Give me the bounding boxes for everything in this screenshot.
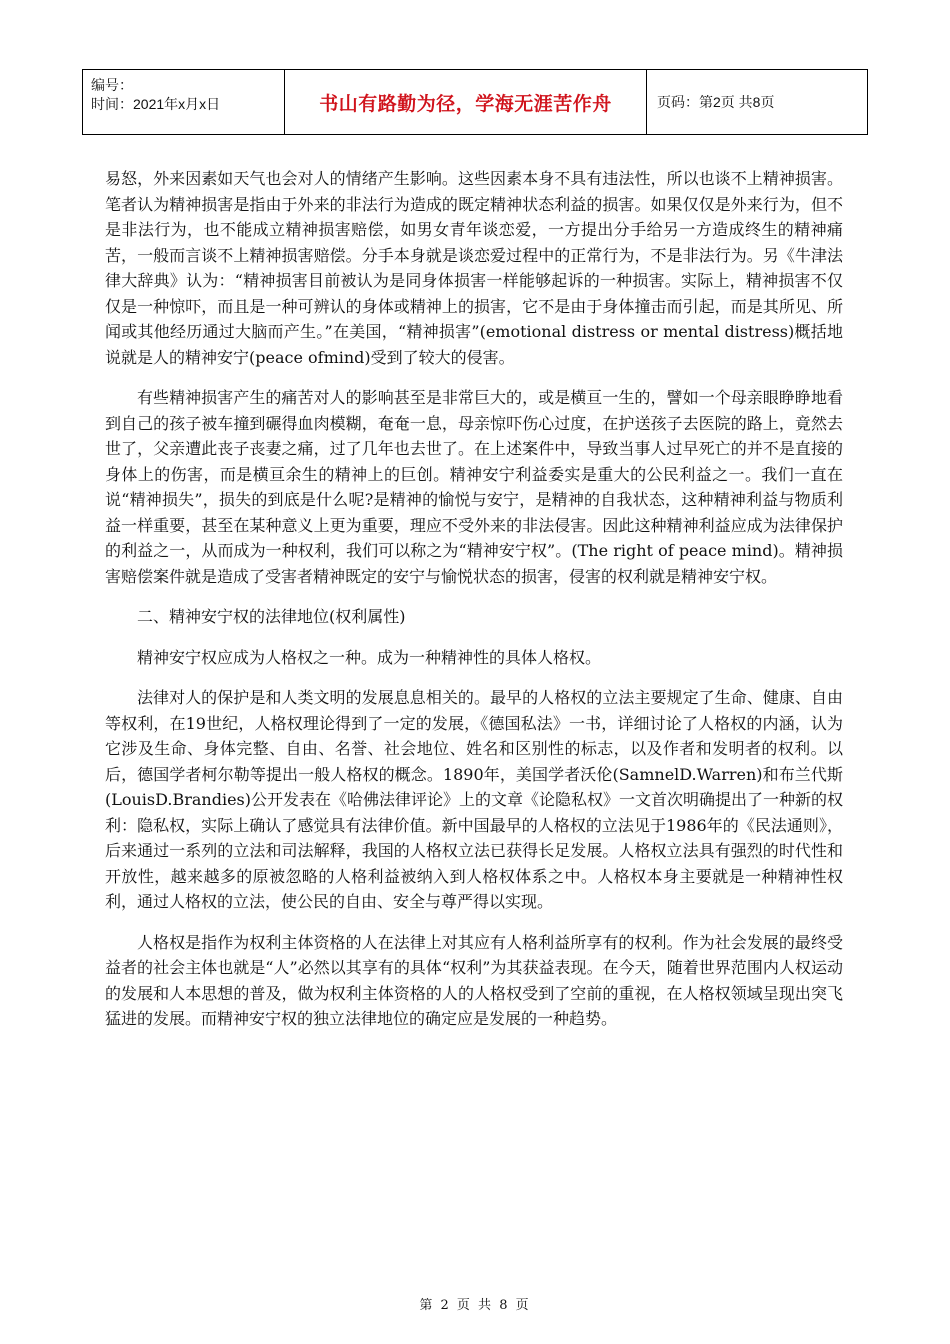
page-header	[82, 69, 868, 135]
paragraph-5: 人格权是指作为权利主体资格的人在法律上对其应有人格利益所享有的权利。作为社会发展的最终受益者的社会主体也就是“人”必然以其享有的具体“权利”为其获益表现。在今天，随着世界范围内人权运动的发展和人本思想的普及，做为权利主体资格的人的人格权受到了空前的重视，在人格权领域呈现出突飞猛进的发展。而精神安宁权的独立法律地位的确定应是发展的一种趋势。	[105, 932, 843, 1028]
header-page-number: 页码：第2页 共8页	[657, 94, 775, 110]
section-heading: 二、精神安宁权的法律地位(权利属性)	[137, 607, 406, 626]
header-motto: 书山有路勤为径，学海无涯苦作舟	[285, 70, 647, 134]
document-body	[105, 166, 843, 1047]
page-footer: 第 2 页 共 8 页	[419, 1298, 531, 1313]
document-date-label: 时间：2021年x月x日	[91, 96, 221, 112]
document-number-label: 编号：	[91, 77, 133, 93]
paragraph-4: 法律对人的保护是和人类文明的发展息息相关的。最早的人格权的立法主要规定了生命、健康、自由等权利，在19世纪，人格权理论得到了一定的发展，《德国私法》一书，详细讨论了人格权的内涵，认为它涉及生命、身体完整、自由、名誉、社会地位、姓名和区别性的标志，以及作者和发明者的权利。以后，德国学者柯尔勒等提出一般人格权的概念。1890年，美国学者沃伦(SamnelD.Warren)和布兰代斯(LouisD.Brandies)公开发表在《哈佛法律评论》上的文章《论隐私权》一文首次明确提出了一种新的权利：隐私权，实际上确认了感觉具有法律价值。新中国最早的人格权的立法见于1986年的《民法通则》，后来通过一系列的立法和司法解释，我国的人格权立法已获得长足发展。人格权立法具有强烈的时代性和开放性，越来越多的原被忽略的人格利益被纳入到人格权体系之中。人格权本身主要就是一种精神性权利，通过人格权的立法，使公民的自由、安全与尊严得以实现。	[105, 688, 844, 911]
paragraph-2: 有些精神损害产生的痛苦对人的影响甚至是非常巨大的，或是横亘一生的，譬如一个母亲眼睁睁地看到自己的孩子被车撞到碾得血肉模糊，奄奄一息，母亲惊吓伤心过度，在护送孩子去医院的路上，竟然去世了，父亲遭此丧子丧妻之痛，过了几年也去世了。在上述案件中，导致当事人过早死亡的并不是直接的身体上的伤害，而是横亘余生的精神上的巨创。精神安宁利益委实是重大的公民利益之一。我们一直在说“精神损失”，损失的到底是什么呢?是精神的愉悦与安宁，是精神的自我状态，这种精神利益与物质利益一样重要，甚至在某种意义上更为重要，理应不受外来的非法侵害。因此这种精神利益应成为法律保护的利益之一，从而成为一种权利，我们可以称之为“精神安宁权”。(The right of peace mind)。精神损害赔偿案件就是造成了受害者精神既定的安宁与愉悦状态的损害，侵害的权利就是精神安宁权。	[105, 388, 843, 586]
paragraph-3: 精神安宁权应成为人格权之一种。成为一种精神性的具体人格权。	[137, 647, 602, 667]
header-meta	[83, 70, 285, 134]
paragraph-1: 易怒，外来因素如天气也会对人的情绪产生影响。这些因素本身不具有违法性，所以也谈不上精神损害。笔者认为精神损害是指由于外来的非法行为造成的既定精神状态利益的损害。如果仅仅是外来行为，但不是非法行为，也不能成立精神损害赔偿，如男女青年谈恋爱，一方提出分手给另一方造成终生的精神痛苦，一般而言谈不上精神损害赔偿。分手本身就是谈恋爱过程中的正常行为，不是非法行为。另《牛津法律大辞典》认为：“精神损害目前被认为是同身体损害一样能够起诉的一种损害。实际上，精神损害不仅仅是一种惊吓，而且是一种可辨认的身体或精神上的损害，它不是由于身体撞击而引起，而是其所见、所闻或其他经历通过大脑而产生。”在美国，“精神损害”(emotional distress or mental distress)概括地说就是人的精神安宁(peace ofmind)受到了较大的侵害。	[105, 169, 843, 367]
